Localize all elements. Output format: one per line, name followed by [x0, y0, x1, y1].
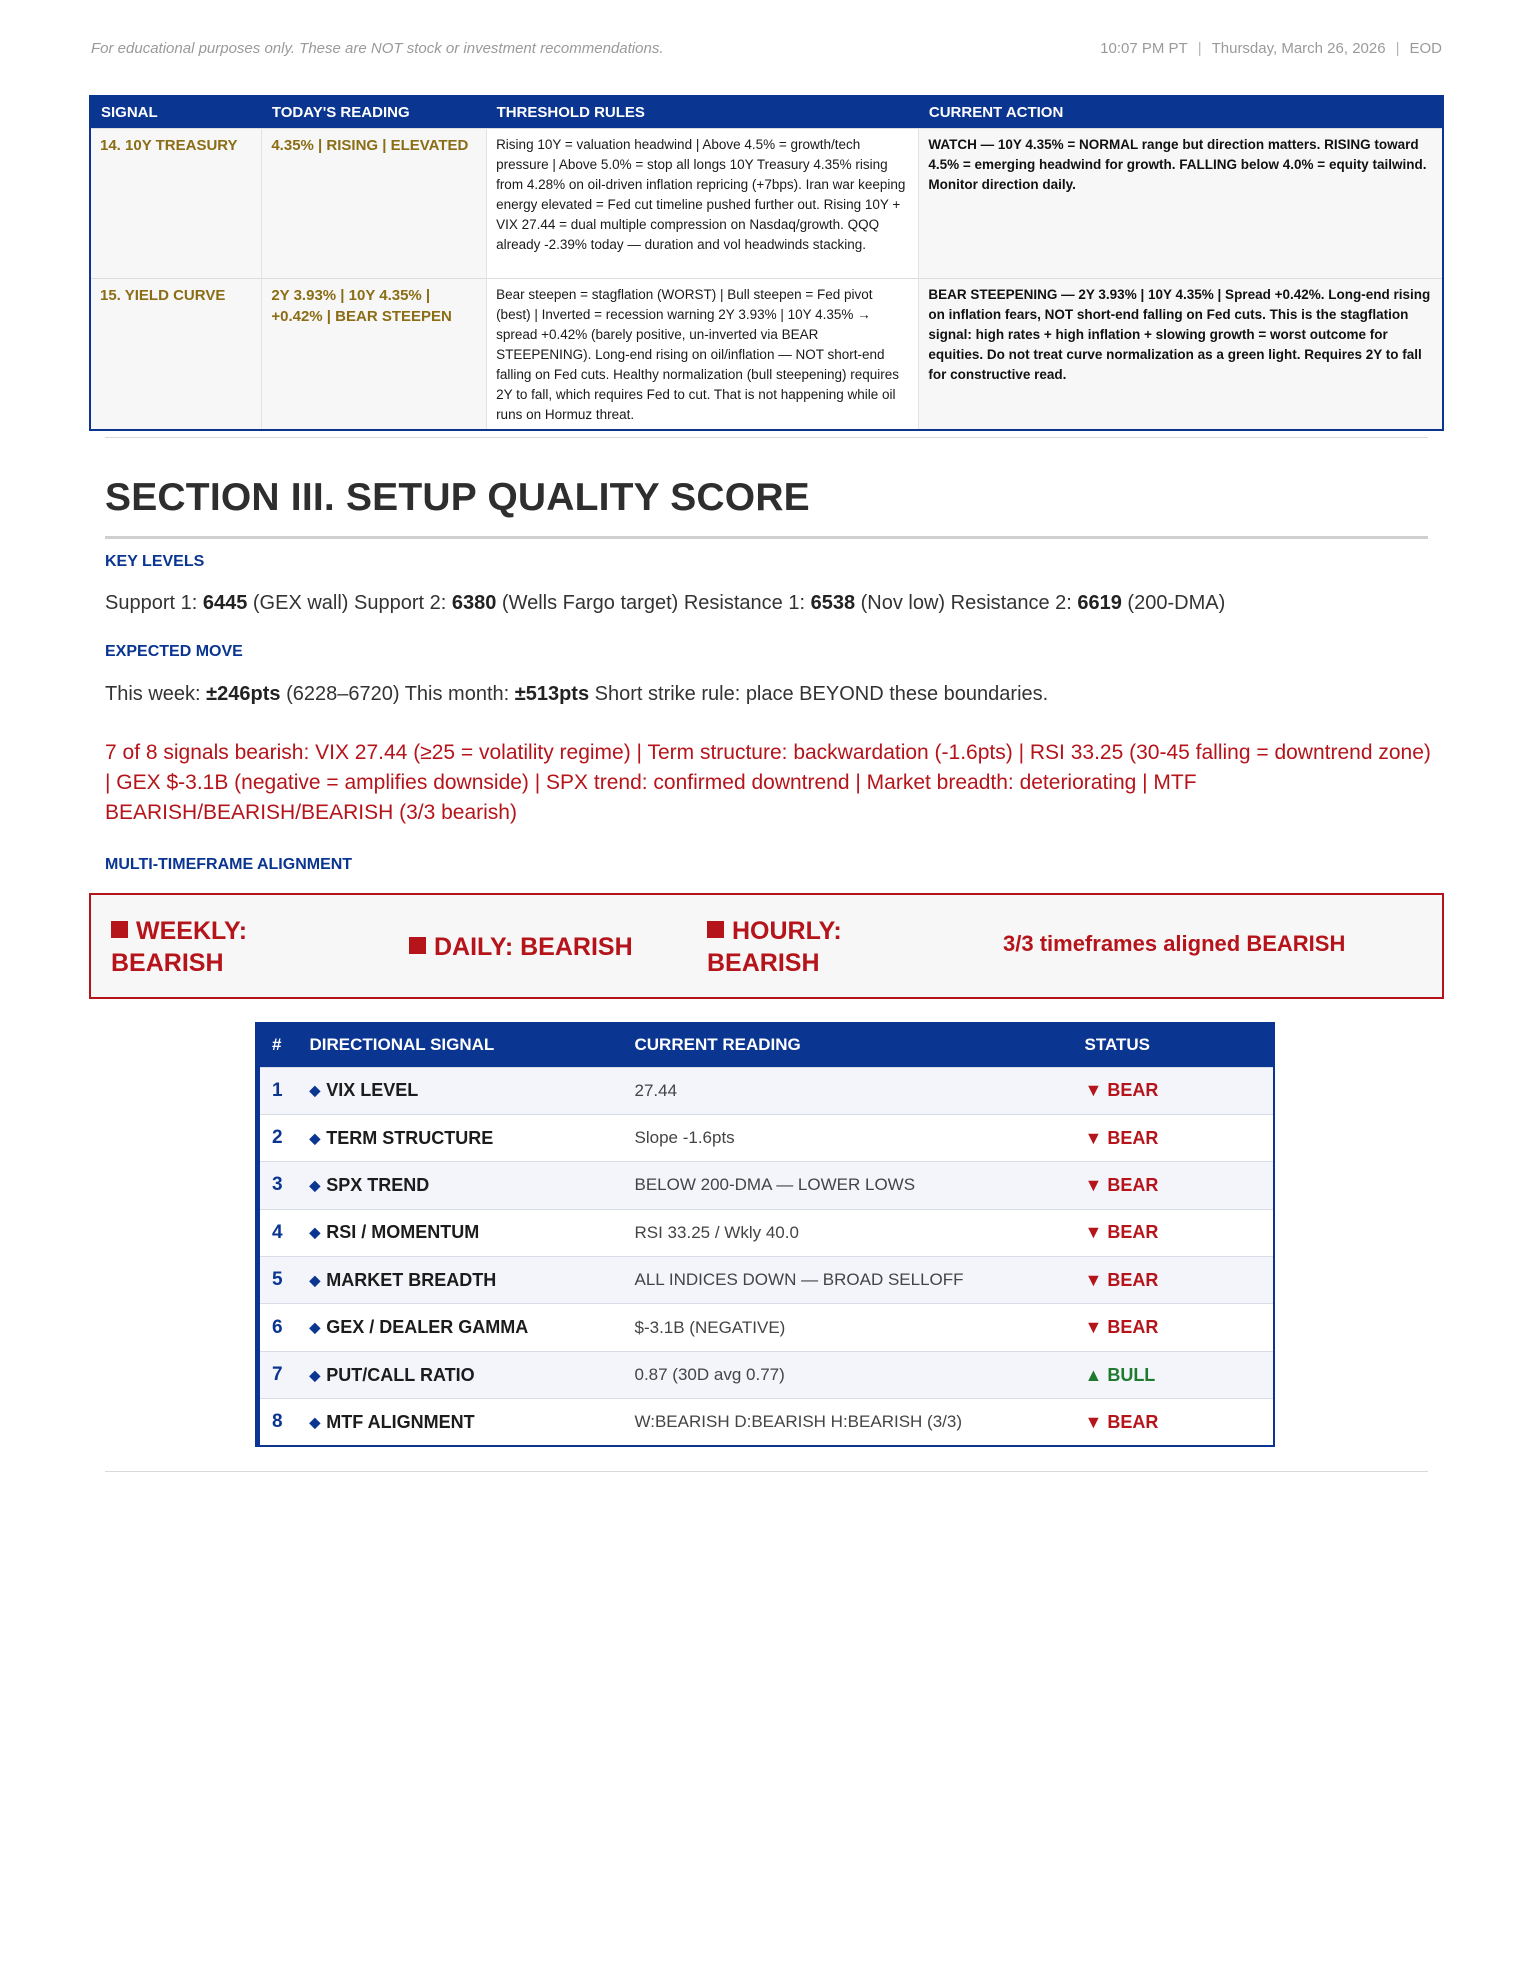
diamond-icon: ◆ [309, 1176, 321, 1193]
diamond-icon: ◆ [309, 1319, 321, 1336]
table-row [258, 1257, 1275, 1304]
threshold-rules: Bear steepen = stagflation (WORST) | Bull steepen = Fed pivot (best) | Inverted = recession warning 2Y 3.93% | 10Y 4.35% → spread +0.42% (barely positive, un-inverted via BEAR STEEPENING). Long-end rising on oil/inflation — NOT short-end falling on Fed cuts. Healthy normalization (bull steepening) requires 2Y to fall, which requires Fed to cut. That is not happening while oil runs on Hormuz threat. [487, 279, 919, 431]
text-segment: (Nov low) Resistance 2: [855, 592, 1078, 614]
diamond-icon: ◆ [309, 1224, 321, 1241]
row-number: 7 [258, 1351, 298, 1398]
column-header: TODAY'S READING [262, 96, 487, 129]
resistance-1-value: 6538 [810, 592, 856, 614]
table-row [258, 1399, 1275, 1446]
table-row [90, 129, 1443, 279]
table-row [258, 1114, 1275, 1161]
diamond-icon: ◆ [309, 1271, 321, 1288]
status-badge: ▼ BEAR [1073, 1209, 1275, 1256]
row-number: 2 [258, 1114, 298, 1161]
mtf-daily-text: DAILY: BEARISH [434, 933, 633, 961]
column-header: DIRECTIONAL SIGNAL [298, 1023, 623, 1067]
signal-name-text: TERM STRUCTURE [326, 1127, 494, 1148]
resistance-2-value: 6619 [1077, 592, 1122, 614]
signal-reading: 4.35% | RISING | ELEVATED [262, 129, 487, 279]
signal-name-text: SPX TREND [326, 1174, 430, 1195]
text-segment: (200-DMA) [1121, 592, 1226, 614]
expected-move-label: EXPECTED MOVE [105, 643, 243, 660]
mtf-label: MULTI-TIMEFRAME ALIGNMENT [105, 856, 353, 873]
table-row [258, 1162, 1275, 1209]
signal-name: 14. 10Y TREASURY [90, 129, 262, 279]
column-header: # [258, 1023, 298, 1067]
diamond-icon: ◆ [309, 1082, 321, 1099]
signal-name [298, 1067, 623, 1114]
row-number: 5 [258, 1257, 298, 1304]
text-segment: (GEX wall) Support 2: [247, 592, 452, 614]
divider [105, 437, 1428, 438]
status-badge: ▼ BEAR [1073, 1114, 1275, 1161]
divider [105, 1471, 1428, 1472]
signal-name [298, 1351, 623, 1398]
table-row [258, 1304, 1275, 1351]
table-header-row [258, 1023, 1275, 1067]
mtf-hourly-text: HOURLY: BEARISH [707, 917, 842, 977]
row-number: 1 [258, 1067, 298, 1114]
weekly-move-value: ±246pts [206, 683, 281, 705]
page-title: SECTION III. SETUP QUALITY SCORE [105, 476, 810, 519]
column-header: SIGNAL [90, 96, 262, 129]
status-badge: ▼ BEAR [1073, 1304, 1275, 1351]
text-segment: Support 1: [105, 592, 203, 614]
signal-name-text: GEX / DEALER GAMMA [326, 1317, 529, 1338]
signal-reading: Slope -1.6pts [623, 1114, 1073, 1161]
signal-name [298, 1209, 623, 1256]
report-timestamp [1100, 40, 1442, 57]
text-segment: Short strike rule: place BEYOND these boundaries. [589, 683, 1049, 705]
bear-square-icon [111, 921, 128, 938]
signal-reading: 0.87 (30D avg 0.77) [623, 1351, 1073, 1398]
signal-reading: W:BEARISH D:BEARISH H:BEARISH (3/3) [623, 1399, 1073, 1446]
mtf-hourly [707, 915, 907, 979]
monthly-move-value: ±513pts [514, 683, 590, 705]
support-2-value: 6380 [451, 592, 497, 614]
text-segment: This week: [105, 683, 207, 705]
expected-move-text [105, 683, 1048, 706]
signal-name [298, 1162, 623, 1209]
signal-name-text: VIX LEVEL [326, 1080, 419, 1101]
status-badge: ▲ BULL [1073, 1351, 1275, 1398]
signal-name [298, 1114, 623, 1161]
current-action: BEAR STEEPENING — 2Y 3.93% | 10Y 4.35% | Spread +0.42%. Long-end rising on inflation fears, NOT short-end falling on Fed cuts. This is the stagflation signal: high rates + high inflation + slowing growth = worst outcome for equities. Do not treat curve normalization as a green light. Requires 2Y to fall for constructive read. [919, 279, 1443, 431]
signal-reading: ALL INDICES DOWN — BROAD SELLOFF [623, 1257, 1073, 1304]
mtf-weekly-text: WEEKLY: BEARISH [111, 917, 248, 977]
report-time: 10:07 PM PT [1100, 40, 1188, 57]
bear-square-icon [409, 937, 426, 954]
signal-reading: 27.44 [623, 1067, 1073, 1114]
column-header: CURRENT READING [623, 1023, 1073, 1067]
divider [105, 536, 1428, 539]
diamond-icon: ◆ [309, 1413, 321, 1430]
report-date: Thursday, March 26, 2026 [1211, 40, 1386, 57]
column-header: STATUS [1073, 1023, 1275, 1067]
bear-square-icon [707, 921, 724, 938]
signal-reading: RSI 33.25 / Wkly 40.0 [623, 1209, 1073, 1256]
column-header: CURRENT ACTION [919, 96, 1443, 129]
threshold-rules: Rising 10Y = valuation headwind | Above 4.5% = growth/tech pressure | Above 5.0% = stop all longs 10Y Treasury 4.35% rising from 4.28% on oil-driven inflation repricing (+7bps). Iran war keeping energy elevated = Fed cut timeline pushed further out. Rising 10Y + VIX 27.44 = dual multiple compression on Nasdaq/growth. QQQ already -2.39% today — duration and vol headwinds stacking. [487, 129, 919, 279]
table-row [258, 1209, 1275, 1256]
text-segment: (Wells Fargo target) Resistance 1: [496, 592, 811, 614]
table-row [258, 1351, 1275, 1398]
signal-reading: BELOW 200-DMA — LOWER LOWS [623, 1162, 1073, 1209]
signal-name-text: MTF ALIGNMENT [326, 1411, 475, 1432]
table-header-row [90, 96, 1443, 129]
key-levels-text [105, 592, 1225, 615]
signal-reading: $-3.1B (NEGATIVE) [623, 1304, 1073, 1351]
directional-signal-table [255, 1022, 1275, 1447]
key-levels-label: KEY LEVELS [105, 553, 205, 570]
signal-name [298, 1304, 623, 1351]
signal-name [298, 1257, 623, 1304]
row-number: 3 [258, 1162, 298, 1209]
separator: | [1197, 40, 1202, 57]
bearish-summary: 7 of 8 signals bearish: VIX 27.44 (≥25 = volatility regime) | Term structure: backwardation (-1.6pts) | RSI 33.25 (30-45 falling = downtrend zone) | GEX $-3.1B (negative = amplifies downside) | SPX trend: confirmed downtrend | Market breadth: deteriorating | MTF BEARISH/BEARISH/BEARISH (3/3 bearish) [105, 741, 1431, 824]
report-tag: EOD [1409, 40, 1442, 57]
text-segment: (6228–6720) This month: [280, 683, 515, 705]
table-row [258, 1067, 1275, 1114]
diamond-icon: ◆ [309, 1366, 321, 1383]
row-number: 8 [258, 1399, 298, 1446]
status-badge: ▼ BEAR [1073, 1399, 1275, 1446]
signal-name-text: PUT/CALL RATIO [326, 1364, 475, 1385]
signal-name [298, 1399, 623, 1446]
signal-name: 15. YIELD CURVE [90, 279, 262, 431]
status-badge: ▼ BEAR [1073, 1162, 1275, 1209]
status-badge: ▼ BEAR [1073, 1067, 1275, 1114]
table-row [90, 279, 1443, 431]
signal-reading: 2Y 3.93% | 10Y 4.35% | +0.42% | BEAR STEEPEN [262, 279, 487, 431]
signal-name-text: MARKET BREADTH [326, 1269, 497, 1290]
mtf-daily [409, 931, 669, 963]
separator: | [1395, 40, 1400, 57]
diamond-icon: ◆ [309, 1129, 321, 1146]
mtf-summary: 3/3 timeframes aligned BEARISH [1003, 931, 1346, 956]
signal-table [89, 95, 1444, 431]
current-action: WATCH — 10Y 4.35% = NORMAL range but direction matters. RISING toward 4.5% = emerging headwind for growth. FALLING below 4.0% = equity tailwind. Monitor direction daily. [919, 129, 1443, 279]
status-badge: ▼ BEAR [1073, 1257, 1275, 1304]
mtf-weekly [111, 915, 311, 979]
row-number: 6 [258, 1304, 298, 1351]
signal-name-text: RSI / MOMENTUM [326, 1222, 480, 1243]
mtf-alignment-box [89, 893, 1444, 999]
support-1-value: 6445 [202, 592, 248, 614]
column-header: THRESHOLD RULES [487, 96, 919, 129]
disclaimer: For educational purposes only. These are NOT stock or investment recommendations. [91, 40, 664, 57]
row-number: 4 [258, 1209, 298, 1256]
